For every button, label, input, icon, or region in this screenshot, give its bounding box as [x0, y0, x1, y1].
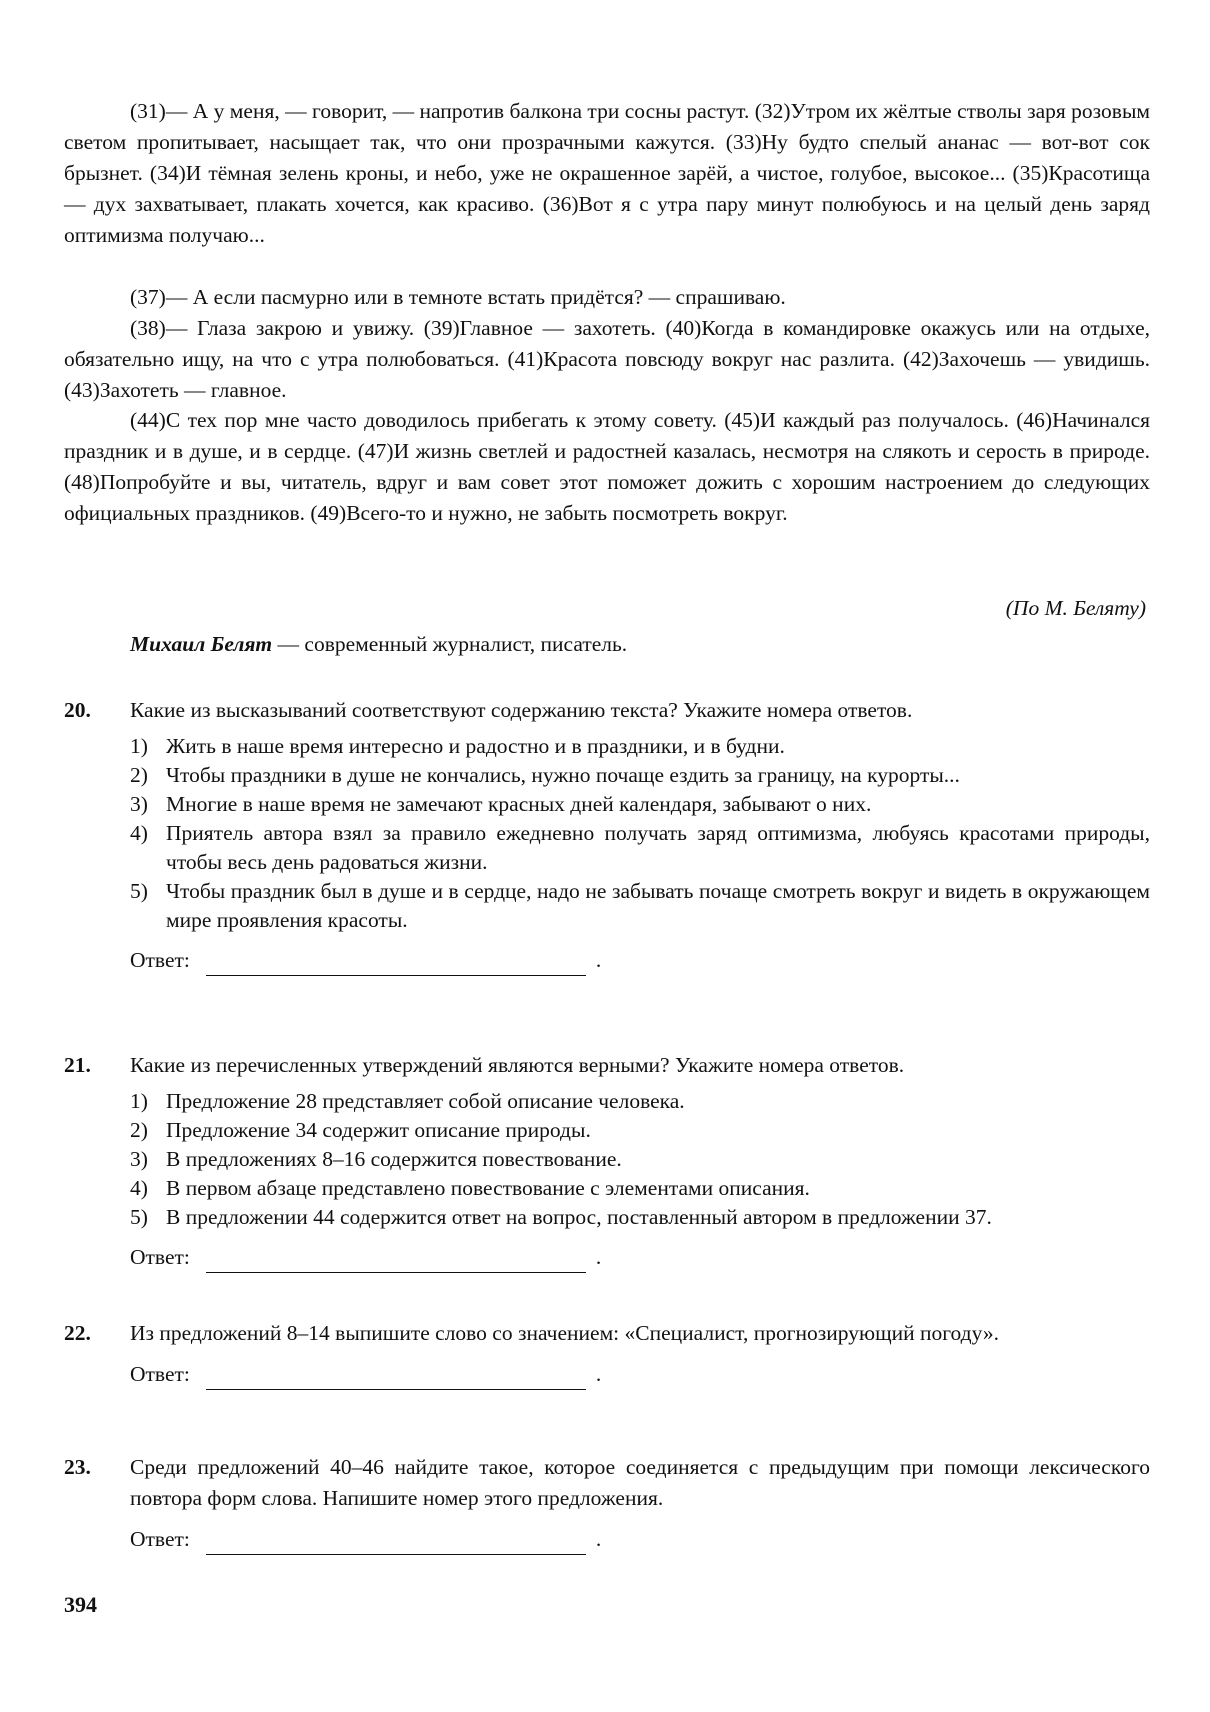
- answer-field[interactable]: [206, 953, 586, 976]
- task-23: [64, 1452, 1150, 1555]
- option-item: [130, 1087, 1150, 1116]
- option-number: 1): [130, 734, 148, 758]
- answer-field[interactable]: [206, 1367, 586, 1390]
- option-text: Предложение 34 содержит описание природы.: [166, 1118, 591, 1142]
- option-number: 4): [130, 821, 148, 845]
- author-name: Михаил Белят: [130, 632, 273, 656]
- task-question: Среди предложений 40–46 найдите такое, которое соединяется с предыдущим при помощи лексического повтора форм слова. Напишите номер этого предложения.: [130, 1455, 1150, 1510]
- option-item: [130, 761, 1150, 790]
- option-text: Чтобы праздник был в душе и в сердце, надо не забывать почаще смотреть вокруг и видеть в окружающем мире проявления красоты.: [166, 879, 1150, 932]
- page-number: 394: [64, 1592, 97, 1617]
- answer-field[interactable]: [206, 1532, 586, 1555]
- answer-field[interactable]: [206, 1250, 586, 1273]
- answer-row: Ответ: .: [130, 945, 1150, 976]
- option-text: В предложении 44 содержится ответ на вопрос, поставленный автором в предложении 37.: [166, 1205, 992, 1229]
- task-21: [64, 1050, 1150, 1273]
- option-number: 5): [130, 879, 148, 903]
- task-20: [64, 695, 1150, 976]
- option-item: [130, 1116, 1150, 1145]
- option-item: [130, 877, 1150, 935]
- option-text: Многие в наше время не замечают красных дней календаря, забывают о них.: [166, 792, 872, 816]
- option-number: 1): [130, 1089, 148, 1113]
- option-item: [130, 1174, 1150, 1203]
- option-number: 4): [130, 1176, 148, 1200]
- answer-label: Ответ:: [130, 1362, 190, 1386]
- option-text: В предложениях 8–16 содержится повествование.: [166, 1147, 622, 1171]
- option-text: В первом абзаце представлено повествование с элементами описания.: [166, 1176, 810, 1200]
- option-item: [130, 1203, 1150, 1232]
- option-item: [130, 790, 1150, 819]
- option-item: [130, 1145, 1150, 1174]
- option-number: 3): [130, 792, 148, 816]
- author-description: — современный журналист, писатель.: [272, 632, 628, 656]
- answer-options: [130, 732, 1150, 935]
- text-paragraph-44-49: (44)С тех пор мне часто доводилось прибегать к этому совету. (45)И каждый раз получалось. (46)Начинался праздник и в душе, и в сердце. (47)И жизнь светлей и радостней казалась, несмотря на слякоть и серость в природе. (48)Попробуйте и вы, читатель, вдруг и вам совет этот поможет дожить с хорошим настроением до следующих официальных праздников. (49)Всего-то и нужно, не забыть посмотреть вокруг.: [64, 408, 1150, 525]
- task-number: 22.: [64, 1321, 91, 1345]
- option-text: Приятель автора взял за правило ежедневно получать заряд оптимизма, любуясь красотами природы, чтобы весь день радоваться жизни.: [166, 821, 1150, 874]
- answer-row: Ответ: .: [130, 1242, 1150, 1273]
- task-question: Из предложений 8–14 выпишите слово со значением: «Специалист, прогнозирующий погоду».: [130, 1321, 1000, 1345]
- option-item: [130, 819, 1150, 877]
- answer-row: Ответ: .: [130, 1524, 1150, 1555]
- answer-label: Ответ:: [130, 1245, 190, 1269]
- task-number: 23.: [64, 1455, 91, 1479]
- option-item: [130, 732, 1150, 761]
- text-paragraph-38-43: (38)— Глаза закрою и увижу. (39)Главное — захотеть. (40)Когда в командировке окажусь или на отдыхе, обязательно ищу, на что с утра полюбоваться. (41)Красота повсюду вокруг нас разлита. (42)Захочешь — увидишь. (43)Захотеть — главное.: [64, 316, 1150, 402]
- answer-label: Ответ:: [130, 948, 190, 972]
- answer-options: [130, 1087, 1150, 1232]
- text-paragraph-37: (37)— А если пасмурно или в темноте встать придётся? — спрашиваю.: [130, 285, 786, 309]
- text-source: (По М. Беляту): [1005, 596, 1146, 620]
- option-number: 2): [130, 763, 148, 787]
- task-number: 21.: [64, 1053, 91, 1077]
- answer-row: Ответ: .: [130, 1359, 1150, 1390]
- option-text: Жить в наше время интересно и радостно и в праздники, и в будни.: [166, 734, 785, 758]
- option-text: Чтобы праздники в душе не кончались, нужно почаще ездить за границу, на курорты...: [166, 763, 960, 787]
- answer-label: Ответ:: [130, 1527, 190, 1551]
- author-note: [130, 632, 627, 657]
- task-question: Какие из перечисленных утверждений являются верными? Укажите номера ответов.: [130, 1053, 905, 1077]
- option-number: 2): [130, 1118, 148, 1142]
- option-number: 3): [130, 1147, 148, 1171]
- task-number: 20.: [64, 698, 91, 722]
- task-question: Какие из высказываний соответствуют содержанию текста? Укажите номера ответов.: [130, 698, 913, 722]
- text-paragraph-31-36: (31)— А у меня, — говорит, — напротив балкона три сосны растут. (32)Утром их жёлтые стволы заря розовым светом пропитывает, насыщает так, что они прозрачными кажутся. (33)Ну будто спелый ананас — вот-вот сок брызнет. (34)И тёмная зелень кроны, и небо, уже не окрашенное зарёй, а чистое, голубое, высокое... (35)Красотища — дух захватывает, плакать хочется, как красиво. (36)Вот я с утра пару минут полюбуюсь и на целый день заряд оптимизма получаю...: [64, 99, 1150, 247]
- option-number: 5): [130, 1205, 148, 1229]
- task-22: [64, 1318, 1150, 1390]
- option-text: Предложение 28 представляет собой описание человека.: [166, 1089, 685, 1113]
